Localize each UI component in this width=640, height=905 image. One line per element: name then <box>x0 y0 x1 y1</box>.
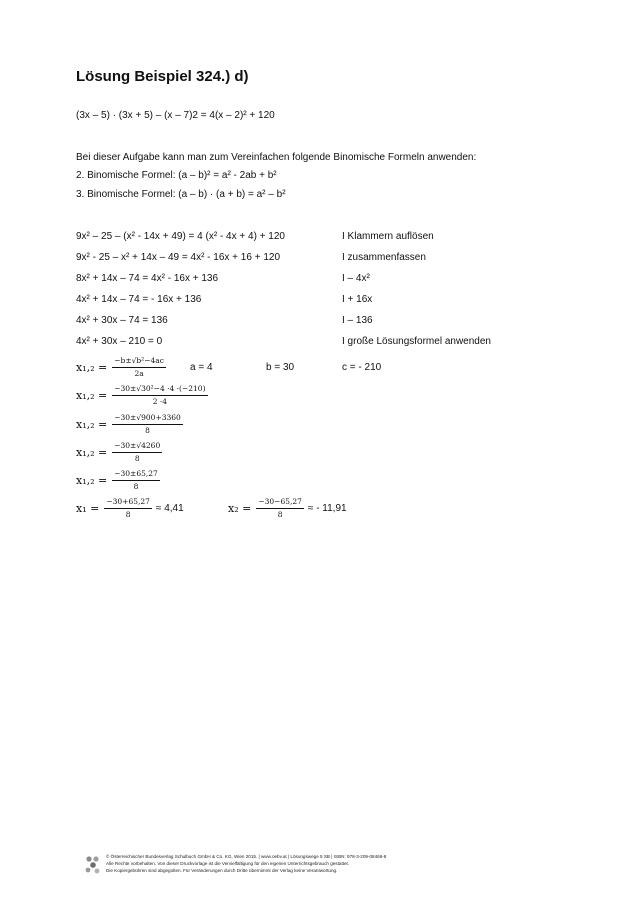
step-note: I – 4x² <box>342 273 370 284</box>
solution-x2-value: ≈ - 11,91 <box>307 502 347 514</box>
fraction <box>112 441 162 463</box>
binomial-formula-3: 3. Binomische Formel: (a – b) · (a + b) = a² – b² <box>76 189 286 200</box>
denominator: 8 <box>134 454 140 463</box>
formula-row <box>76 441 162 463</box>
formula-lhs: x₁,₂ = <box>76 445 108 459</box>
denominator: 8 <box>277 510 283 519</box>
footer <box>106 853 386 874</box>
solution-x2-lhs: x₂ = <box>228 501 252 515</box>
formula-lhs: x₁,₂ = <box>76 473 108 487</box>
numerator: −30±√30²−4 ·4 ·(−210) <box>112 384 207 396</box>
intro-text: Bei dieser Aufgabe kann man zum Vereinfachen folgende Binomische Formeln anwenden: <box>76 152 477 163</box>
binomial-formula-2: 2. Binomische Formel: (a – b)² = a² - 2ab + b² <box>76 170 277 181</box>
fraction <box>256 497 304 519</box>
task-equation: (3x – 5) · (3x + 5) – (x – 7)2 = 4(x – 2)² + 120 <box>76 110 275 121</box>
step-note: I – 136 <box>342 315 373 326</box>
solution-x2 <box>228 497 347 519</box>
step-expression: 4x² + 14x – 74 = - 16x + 136 <box>76 294 202 305</box>
denominator: 8 <box>133 482 139 491</box>
footer-disclaimer: Die Kopiergebühren sind abgegolten. Für Veränderungen durch Dritte übernimmt der Verlag keine Verantwortung. <box>106 868 338 873</box>
numerator: −30±√4260 <box>112 441 162 453</box>
formula-row <box>76 356 166 378</box>
fraction <box>112 413 183 435</box>
formula-row <box>76 384 208 406</box>
fraction <box>112 356 166 378</box>
solution-x1-lhs: x₁ = <box>76 501 100 515</box>
step-note: I Klammern auflösen <box>342 231 434 242</box>
step-expression: 4x² + 30x – 210 = 0 <box>76 336 163 347</box>
step-expression: 9x² - 25 – x² + 14x – 49 = 4x² - 16x + 16 + 120 <box>76 252 281 263</box>
step-note: I + 16x <box>342 294 373 305</box>
numerator: −b±√b²−4ac <box>112 356 166 368</box>
footer-rights: Alle Rechte vorbehalten. Von dieser Druckvorlage ist die Vervielfältigung für den eigenen Unterrichtsgebrauch gestattet. <box>106 861 350 866</box>
step-expression: 8x² + 14x – 74 = 4x² - 16x + 136 <box>76 273 219 284</box>
denominator: 2 ·4 <box>152 397 168 406</box>
fraction <box>112 469 160 491</box>
step-expression: 9x² – 25 – (x² - 14x + 49) = 4 (x² - 4x + 4) + 120 <box>76 231 285 242</box>
numerator: −30+65,27 <box>104 497 152 509</box>
fraction <box>112 384 207 406</box>
footer-copyright: © Österreichischer Bundesverlag Schulbuch GmbH & Co. KG, Wien 2015. | www.oebv.at | Lösungswege 5 SB | ISBN: 978-3-209-08466-8 <box>106 854 387 859</box>
page-title: Lösung Beispiel 324.) d) <box>76 68 249 85</box>
formula-lhs: x₁,₂ = <box>76 360 108 374</box>
solution-x1-value: ≈ 4,41 <box>155 502 184 514</box>
step-expression: 4x² + 30x – 74 = 136 <box>76 315 168 326</box>
step-note: I große Lösungsformel anwenden <box>342 336 491 347</box>
solution-x1 <box>76 497 184 519</box>
numerator: −30±√900+3360 <box>112 413 183 425</box>
formula-lhs: x₁,₂ = <box>76 417 108 431</box>
numerator: −30±65,27 <box>112 469 160 481</box>
coefficient-a: a = 4 <box>190 362 213 373</box>
formula-row <box>76 469 160 491</box>
formula-row <box>76 413 183 435</box>
formula-lhs: x₁,₂ = <box>76 388 108 402</box>
coefficient-b: b = 30 <box>266 362 295 373</box>
coefficient-c: c = - 210 <box>342 362 382 373</box>
publisher-logo-icon <box>84 855 102 875</box>
step-note: I zusammenfassen <box>342 252 426 263</box>
fraction <box>104 497 152 519</box>
denominator: 8 <box>125 510 131 519</box>
denominator: 2a <box>134 369 144 378</box>
numerator: −30−65,27 <box>256 497 304 509</box>
denominator: 8 <box>145 426 150 435</box>
